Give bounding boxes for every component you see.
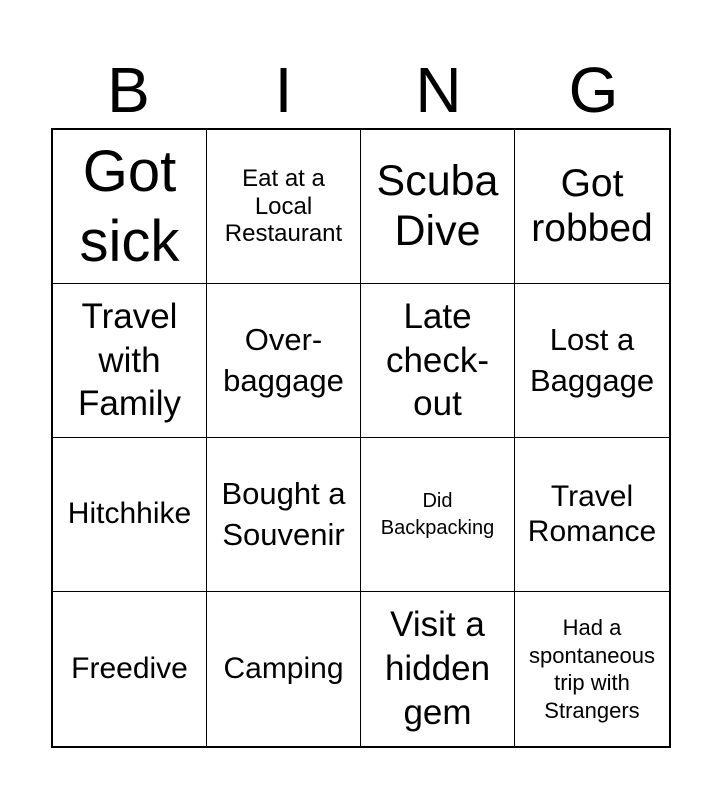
bingo-cell[interactable] [515, 592, 669, 746]
cell-label: Hitchhike [67, 497, 192, 531]
cell-label: Visit a hidden gem [384, 605, 491, 732]
header-letter-g: G [568, 54, 619, 126]
cell-label: Eat at a Local Restaurant [224, 165, 343, 248]
bingo-cell[interactable] [207, 438, 361, 592]
cell-label: Travel with Family [77, 296, 182, 424]
header-letter-b: B [107, 54, 150, 126]
cell-label: Lost a Baggage [529, 322, 655, 398]
bingo-header [51, 52, 671, 128]
bingo-cell[interactable] [53, 438, 207, 592]
bingo-cell[interactable] [361, 284, 515, 438]
cell-label: Camping [223, 651, 344, 685]
bingo-cell[interactable] [515, 438, 669, 592]
bingo-cell[interactable] [361, 592, 515, 746]
bingo-cell[interactable] [207, 284, 361, 438]
bingo-cell[interactable] [515, 284, 669, 438]
cell-label: Travel Romance [527, 480, 657, 548]
cell-label: Got robbed [531, 161, 653, 250]
cell-label: Did Backpacking [380, 489, 495, 539]
header-letter-n: N [415, 54, 462, 126]
cell-label: Got sick [79, 138, 180, 274]
bingo-cell[interactable] [515, 130, 669, 284]
cell-label: Scuba Dive [376, 157, 499, 255]
header-letter-i: I [274, 54, 293, 126]
bingo-cell[interactable] [53, 130, 207, 284]
bingo-cell[interactable] [53, 592, 207, 746]
bingo-cell[interactable] [53, 284, 207, 438]
cell-label: Had a spontaneous trip with Strangers [529, 615, 655, 723]
bingo-cell[interactable] [361, 130, 515, 284]
cell-label: Late check-out [385, 296, 490, 424]
cell-label: Over-baggage [223, 322, 344, 398]
bingo-cell[interactable] [361, 438, 515, 592]
bingo-cell[interactable] [207, 130, 361, 284]
bingo-cell[interactable] [207, 592, 361, 746]
bingo-grid [51, 128, 671, 748]
cell-label: Freedive [71, 651, 188, 685]
cell-label: Bought a Souvenir [221, 476, 346, 552]
